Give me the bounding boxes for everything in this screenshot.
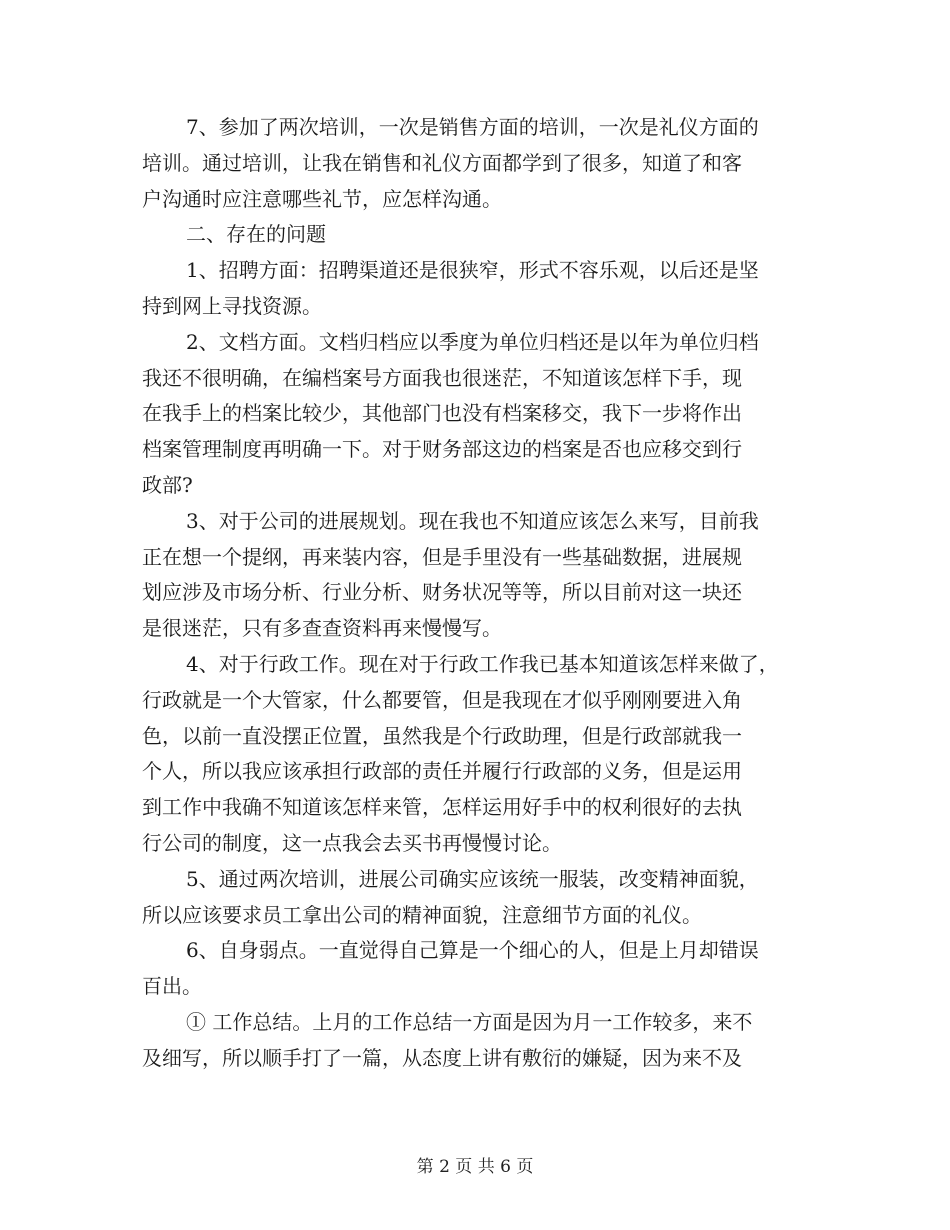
text-line: 二、存在的问题 [186, 222, 326, 247]
text-line: 百出。 [142, 974, 202, 999]
text-line: 培训。通过培训，让我在销售和礼仪方面都学到了很多，知道了和客 [142, 150, 742, 175]
text-line: 划应涉及市场分析、行业分析、财务状况等等，所以目前对这一块还 [142, 580, 742, 605]
text-line: 行公司的制度，这一点我会去买书再慢慢讨论。 [142, 830, 562, 855]
text-line: 所以应该要求员工拿出公司的精神面貌，注意细节方面的礼仪。 [142, 902, 702, 927]
text-line: 1、招聘方面：招聘渠道还是很狭窄，形式不容乐观，以后还是坚 [186, 258, 759, 283]
document-body [142, 110, 812, 1077]
text-line: 到工作中我确不知道该怎样来管，怎样运用好手中的权利很好的去执 [142, 795, 742, 820]
text-line: 政部? [142, 472, 193, 497]
text-line: 7、参加了两次培训，一次是销售方面的培训，一次是礼仪方面的 [186, 115, 759, 139]
text-line: 个人，所以我应该承担行政部的责任并履行行政部的义务，但是运用 [142, 759, 742, 784]
text-line: 行政就是一个大管家，什么都要管，但是我现在才似乎刚刚要进入角 [142, 687, 742, 712]
text-line: 色，以前一直没摆正位置，虽然我是个行政助理，但是行政部就我一 [142, 723, 742, 748]
text-line: 6、自身弱点。一直觉得自己算是一个细心的人，但是上月却错误 [186, 938, 759, 963]
text-line: 5、通过两次培训，进展公司确实应该统一服装，改变精神面貌， [186, 866, 759, 891]
text-line: 2、文档方面。文档归档应以季度为单位归档还是以年为单位归档 [186, 329, 759, 354]
text-line: 正在想一个提纲，再来装内容，但是手里没有一些基础数据，进展规 [142, 544, 742, 569]
text-line: 档案管理制度再明确一下。对于财务部这边的档案是否也应移交到行 [142, 437, 742, 462]
text-line: 我还不很明确，在编档案号方面我也很迷茫，不知道该怎样下手，现 [142, 365, 742, 390]
text-line: 持到网上寻找资源。 [142, 293, 322, 318]
text-line: 在我手上的档案比较少，其他部门也没有档案移交，我下一步将作出 [142, 401, 742, 426]
text-line: 4、对于行政工作。现在对于行政工作我已基本知道该怎样来做了， [186, 651, 779, 676]
page-footer: 第 2 页 共 6 页 [416, 1157, 534, 1177]
text-line: ① 工作总结。上月的工作总结一方面是因为月一工作较多，来不 [186, 1009, 753, 1034]
text-line: 是很迷茫，只有多查查资料再来慢慢写。 [142, 616, 502, 641]
text-line: 3、对于公司的进展规划。现在我也不知道应该怎么来写，目前我 [186, 508, 759, 533]
text-line: 户沟通时应注意哪些礼节，应怎样沟通。 [142, 186, 502, 211]
text-line: 及细写，所以顺手打了一篇，从态度上讲有敷衍的嫌疑，因为来不及 [142, 1045, 742, 1070]
